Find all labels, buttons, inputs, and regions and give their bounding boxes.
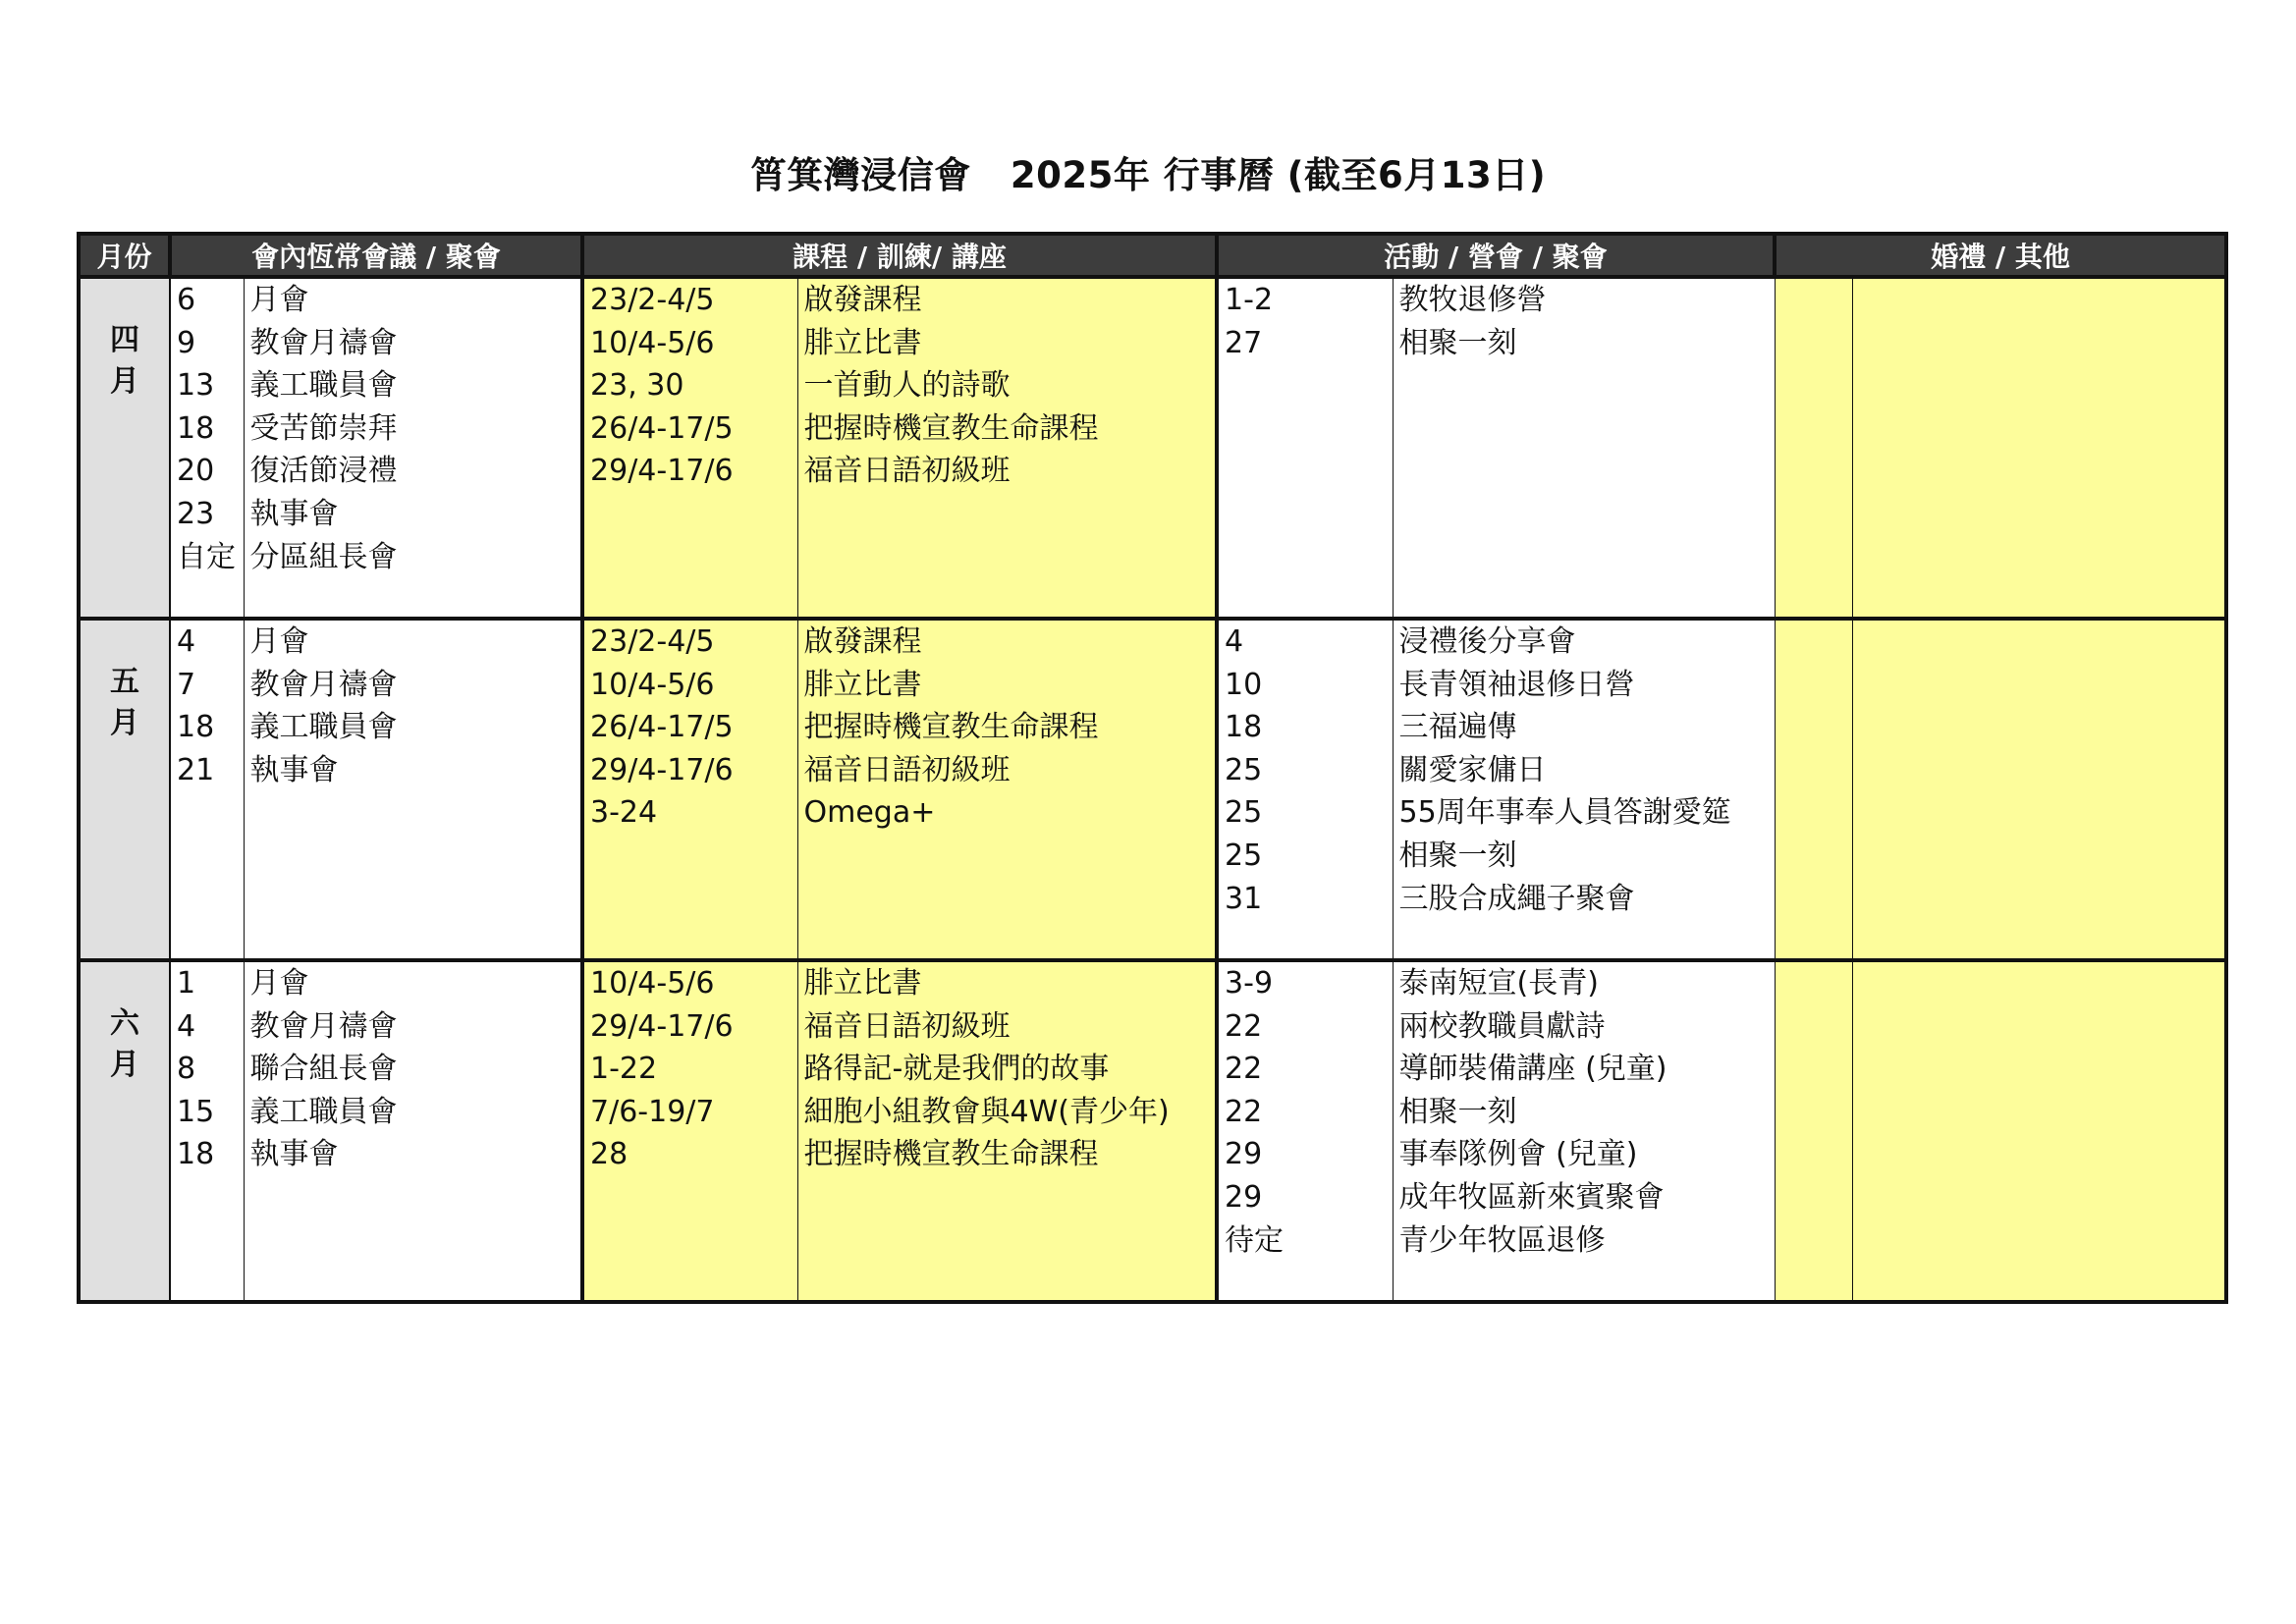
others-date-cell bbox=[1775, 619, 1852, 960]
courses-text: 腓立比書 bbox=[803, 325, 922, 360]
meetings-text: 月會 bbox=[249, 624, 309, 659]
activities-text: 青少年牧區退修 bbox=[1398, 1222, 1606, 1258]
meetings-date: 18 bbox=[177, 1137, 215, 1172]
activities-text: 相聚一刻 bbox=[1398, 838, 1517, 873]
courses-text: 福音日語初級班 bbox=[803, 1008, 1011, 1044]
meetings-text: 教會月禱會 bbox=[249, 667, 398, 702]
courses-text: 細胞小組教會與4W(青少年) bbox=[803, 1094, 1170, 1129]
activities-date-cell bbox=[1217, 277, 1393, 619]
activities-text: 教牧退修營 bbox=[1398, 283, 1547, 317]
meetings-text: 執事會 bbox=[249, 496, 339, 531]
activities-text: 事奉隊例會 (兒童) bbox=[1398, 1137, 1638, 1172]
meetings-date: 7 bbox=[177, 667, 196, 702]
header-others: 婚禮 / 其他 bbox=[1775, 234, 2226, 277]
meetings-date-list bbox=[171, 962, 244, 1176]
courses-date: 10/4-5/6 bbox=[590, 667, 715, 702]
month-label bbox=[79, 277, 170, 619]
courses-date: 28 bbox=[590, 1137, 629, 1172]
activities-text: 相聚一刻 bbox=[1398, 325, 1517, 360]
activities-text: 三福遍傳 bbox=[1398, 710, 1517, 745]
meetings-text: 復活節浸禮 bbox=[249, 454, 398, 489]
activities-date: 22 bbox=[1225, 1094, 1263, 1129]
month-char: 六 bbox=[110, 1006, 139, 1041]
meetings-date: 自定 bbox=[177, 539, 236, 574]
meetings-date: 21 bbox=[177, 752, 215, 787]
courses-text: 把握時機宣教生命課程 bbox=[803, 1137, 1099, 1172]
meetings-text-list bbox=[245, 279, 581, 578]
activities-text: 導師裝備講座 (兒童) bbox=[1398, 1052, 1667, 1087]
activities-text-cell bbox=[1393, 960, 1775, 1302]
meetings-text: 義工職員會 bbox=[249, 710, 398, 745]
header-meetings: 會內恆常會議 / 聚會 bbox=[170, 234, 582, 277]
courses-date-list bbox=[584, 962, 797, 1176]
meetings-text: 教會月禱會 bbox=[249, 325, 398, 360]
month-row bbox=[79, 277, 2226, 619]
courses-text-list bbox=[798, 279, 1216, 493]
meetings-text: 教會月禱會 bbox=[249, 1008, 398, 1044]
courses-text: 啟發課程 bbox=[803, 283, 922, 317]
courses-date: 10/4-5/6 bbox=[590, 325, 715, 360]
activities-date: 31 bbox=[1225, 881, 1263, 916]
activities-date: 18 bbox=[1225, 710, 1263, 745]
activities-text-list bbox=[1394, 962, 1775, 1262]
courses-text: 腓立比書 bbox=[803, 966, 922, 1001]
header-activities: 活動 / 營會 / 聚會 bbox=[1217, 234, 1775, 277]
activities-date: 22 bbox=[1225, 1052, 1263, 1087]
courses-date: 23/2-4/5 bbox=[590, 624, 715, 659]
meetings-text: 執事會 bbox=[249, 1137, 339, 1172]
activities-date-cell bbox=[1217, 619, 1393, 960]
courses-text: 把握時機宣教生命課程 bbox=[803, 710, 1099, 745]
courses-text-list bbox=[798, 621, 1216, 835]
courses-text: 路得記-就是我們的故事 bbox=[803, 1052, 1110, 1087]
meetings-text: 執事會 bbox=[249, 752, 339, 787]
meetings-date: 9 bbox=[177, 325, 196, 360]
meetings-date: 4 bbox=[177, 1008, 196, 1044]
meetings-date: 18 bbox=[177, 410, 215, 446]
meetings-date: 8 bbox=[177, 1052, 196, 1087]
activities-date: 22 bbox=[1225, 1008, 1263, 1044]
activities-text: 55周年事奉人員答謝愛筵 bbox=[1398, 795, 1731, 831]
activities-date-cell bbox=[1217, 960, 1393, 1302]
activities-text-list bbox=[1394, 621, 1775, 920]
meetings-text-list bbox=[245, 962, 581, 1176]
courses-text: 腓立比書 bbox=[803, 667, 922, 702]
courses-date: 7/6-19/7 bbox=[590, 1094, 715, 1129]
activities-date-list bbox=[1219, 962, 1393, 1262]
meetings-date: 6 bbox=[177, 283, 196, 317]
courses-date-cell bbox=[582, 277, 797, 619]
courses-text: 一首動人的詩歌 bbox=[803, 368, 1011, 404]
meetings-date-list bbox=[171, 279, 244, 578]
activities-text: 浸禮後分享會 bbox=[1398, 624, 1576, 659]
courses-text-cell bbox=[797, 960, 1217, 1302]
activities-text-cell bbox=[1393, 277, 1775, 619]
courses-date: 26/4-17/5 bbox=[590, 410, 734, 446]
meetings-text: 義工職員會 bbox=[249, 368, 398, 404]
activities-text: 兩校教職員獻詩 bbox=[1398, 1008, 1606, 1044]
courses-text: 福音日語初級班 bbox=[803, 752, 1011, 787]
meetings-text-cell bbox=[244, 619, 582, 960]
courses-text: 把握時機宣教生命課程 bbox=[803, 410, 1099, 446]
courses-date: 29/4-17/6 bbox=[590, 454, 734, 489]
meetings-text: 分區組長會 bbox=[249, 539, 398, 574]
courses-text-cell bbox=[797, 619, 1217, 960]
courses-date-cell bbox=[582, 619, 797, 960]
month-char: 五 bbox=[110, 665, 139, 699]
activities-date: 25 bbox=[1225, 752, 1263, 787]
meetings-text: 受苦節崇拜 bbox=[249, 410, 398, 446]
meetings-date: 18 bbox=[177, 710, 215, 745]
month-label bbox=[79, 619, 170, 960]
others-text-cell bbox=[1852, 960, 2226, 1302]
courses-date: 1-22 bbox=[590, 1052, 658, 1087]
header-month: 月份 bbox=[79, 234, 170, 277]
others-date-cell bbox=[1775, 960, 1852, 1302]
meetings-text-cell bbox=[244, 277, 582, 619]
month-char: 四 bbox=[110, 323, 139, 357]
courses-date: 23, 30 bbox=[590, 368, 684, 404]
activities-date: 3-9 bbox=[1225, 966, 1274, 1001]
courses-date-cell bbox=[582, 960, 797, 1302]
meetings-date: 13 bbox=[177, 368, 215, 404]
meetings-date-list bbox=[171, 621, 244, 791]
meetings-date: 4 bbox=[177, 624, 196, 659]
month-row bbox=[79, 619, 2226, 960]
month-char: 月 bbox=[110, 364, 139, 399]
others-text-cell bbox=[1852, 277, 2226, 619]
header-courses: 課程 / 訓練/ 講座 bbox=[582, 234, 1217, 277]
meetings-date: 1 bbox=[177, 966, 196, 1001]
activities-date: 29 bbox=[1225, 1137, 1263, 1172]
activities-text: 三股合成繩子聚會 bbox=[1398, 881, 1635, 916]
activities-date: 25 bbox=[1225, 795, 1263, 831]
activities-date: 4 bbox=[1225, 624, 1244, 659]
calendar-table bbox=[77, 232, 2228, 1304]
courses-text-cell bbox=[797, 277, 1217, 619]
meetings-date: 23 bbox=[177, 496, 215, 531]
activities-text: 長青領袖退修日營 bbox=[1398, 667, 1635, 702]
meetings-text-list bbox=[245, 621, 581, 791]
others-text-cell bbox=[1852, 619, 2226, 960]
meetings-text: 月會 bbox=[249, 966, 309, 1001]
activities-date-list bbox=[1219, 621, 1393, 920]
activities-date: 1-2 bbox=[1225, 283, 1274, 317]
courses-text-list bbox=[798, 962, 1216, 1176]
activities-date: 29 bbox=[1225, 1179, 1263, 1215]
meetings-date: 20 bbox=[177, 454, 215, 489]
meetings-text: 聯合組長會 bbox=[249, 1052, 398, 1087]
courses-text: 福音日語初級班 bbox=[803, 454, 1011, 489]
activities-text: 泰南短宣(長青) bbox=[1398, 966, 1599, 1001]
courses-date-list bbox=[584, 279, 797, 493]
meetings-text-cell bbox=[244, 960, 582, 1302]
activities-text-list bbox=[1394, 279, 1775, 364]
courses-text: 啟發課程 bbox=[803, 624, 922, 659]
activities-date-list bbox=[1219, 279, 1393, 364]
activities-date: 10 bbox=[1225, 667, 1263, 702]
meetings-date-cell bbox=[170, 619, 244, 960]
courses-date: 29/4-17/6 bbox=[590, 1008, 734, 1044]
courses-date: 29/4-17/6 bbox=[590, 752, 734, 787]
courses-text: Omega+ bbox=[803, 795, 936, 831]
activities-text: 相聚一刻 bbox=[1398, 1094, 1517, 1129]
month-char: 月 bbox=[110, 706, 139, 740]
others-date-cell bbox=[1775, 277, 1852, 619]
meetings-date: 15 bbox=[177, 1094, 215, 1129]
activities-text: 關愛家傭日 bbox=[1398, 752, 1547, 787]
courses-date: 10/4-5/6 bbox=[590, 966, 715, 1001]
meetings-text: 月會 bbox=[249, 283, 309, 317]
meetings-date-cell bbox=[170, 960, 244, 1302]
activities-text: 成年牧區新來賓聚會 bbox=[1398, 1179, 1665, 1215]
activities-date: 25 bbox=[1225, 838, 1263, 873]
month-char: 月 bbox=[110, 1048, 139, 1082]
header-row bbox=[79, 234, 2226, 277]
month-label bbox=[79, 960, 170, 1302]
activities-text-cell bbox=[1393, 619, 1775, 960]
courses-date-list bbox=[584, 621, 797, 835]
courses-date: 23/2-4/5 bbox=[590, 283, 715, 317]
courses-date: 3-24 bbox=[590, 795, 658, 831]
activities-date: 27 bbox=[1225, 325, 1263, 360]
courses-date: 26/4-17/5 bbox=[590, 710, 734, 745]
page-title: 筲箕灣浸信會 2025年 行事曆 (截至6月13日) bbox=[749, 154, 1547, 196]
activities-date: 待定 bbox=[1225, 1222, 1285, 1258]
meetings-text: 義工職員會 bbox=[249, 1094, 398, 1129]
calendar-body bbox=[79, 277, 2226, 1302]
meetings-date-cell bbox=[170, 277, 244, 619]
month-row bbox=[79, 960, 2226, 1302]
